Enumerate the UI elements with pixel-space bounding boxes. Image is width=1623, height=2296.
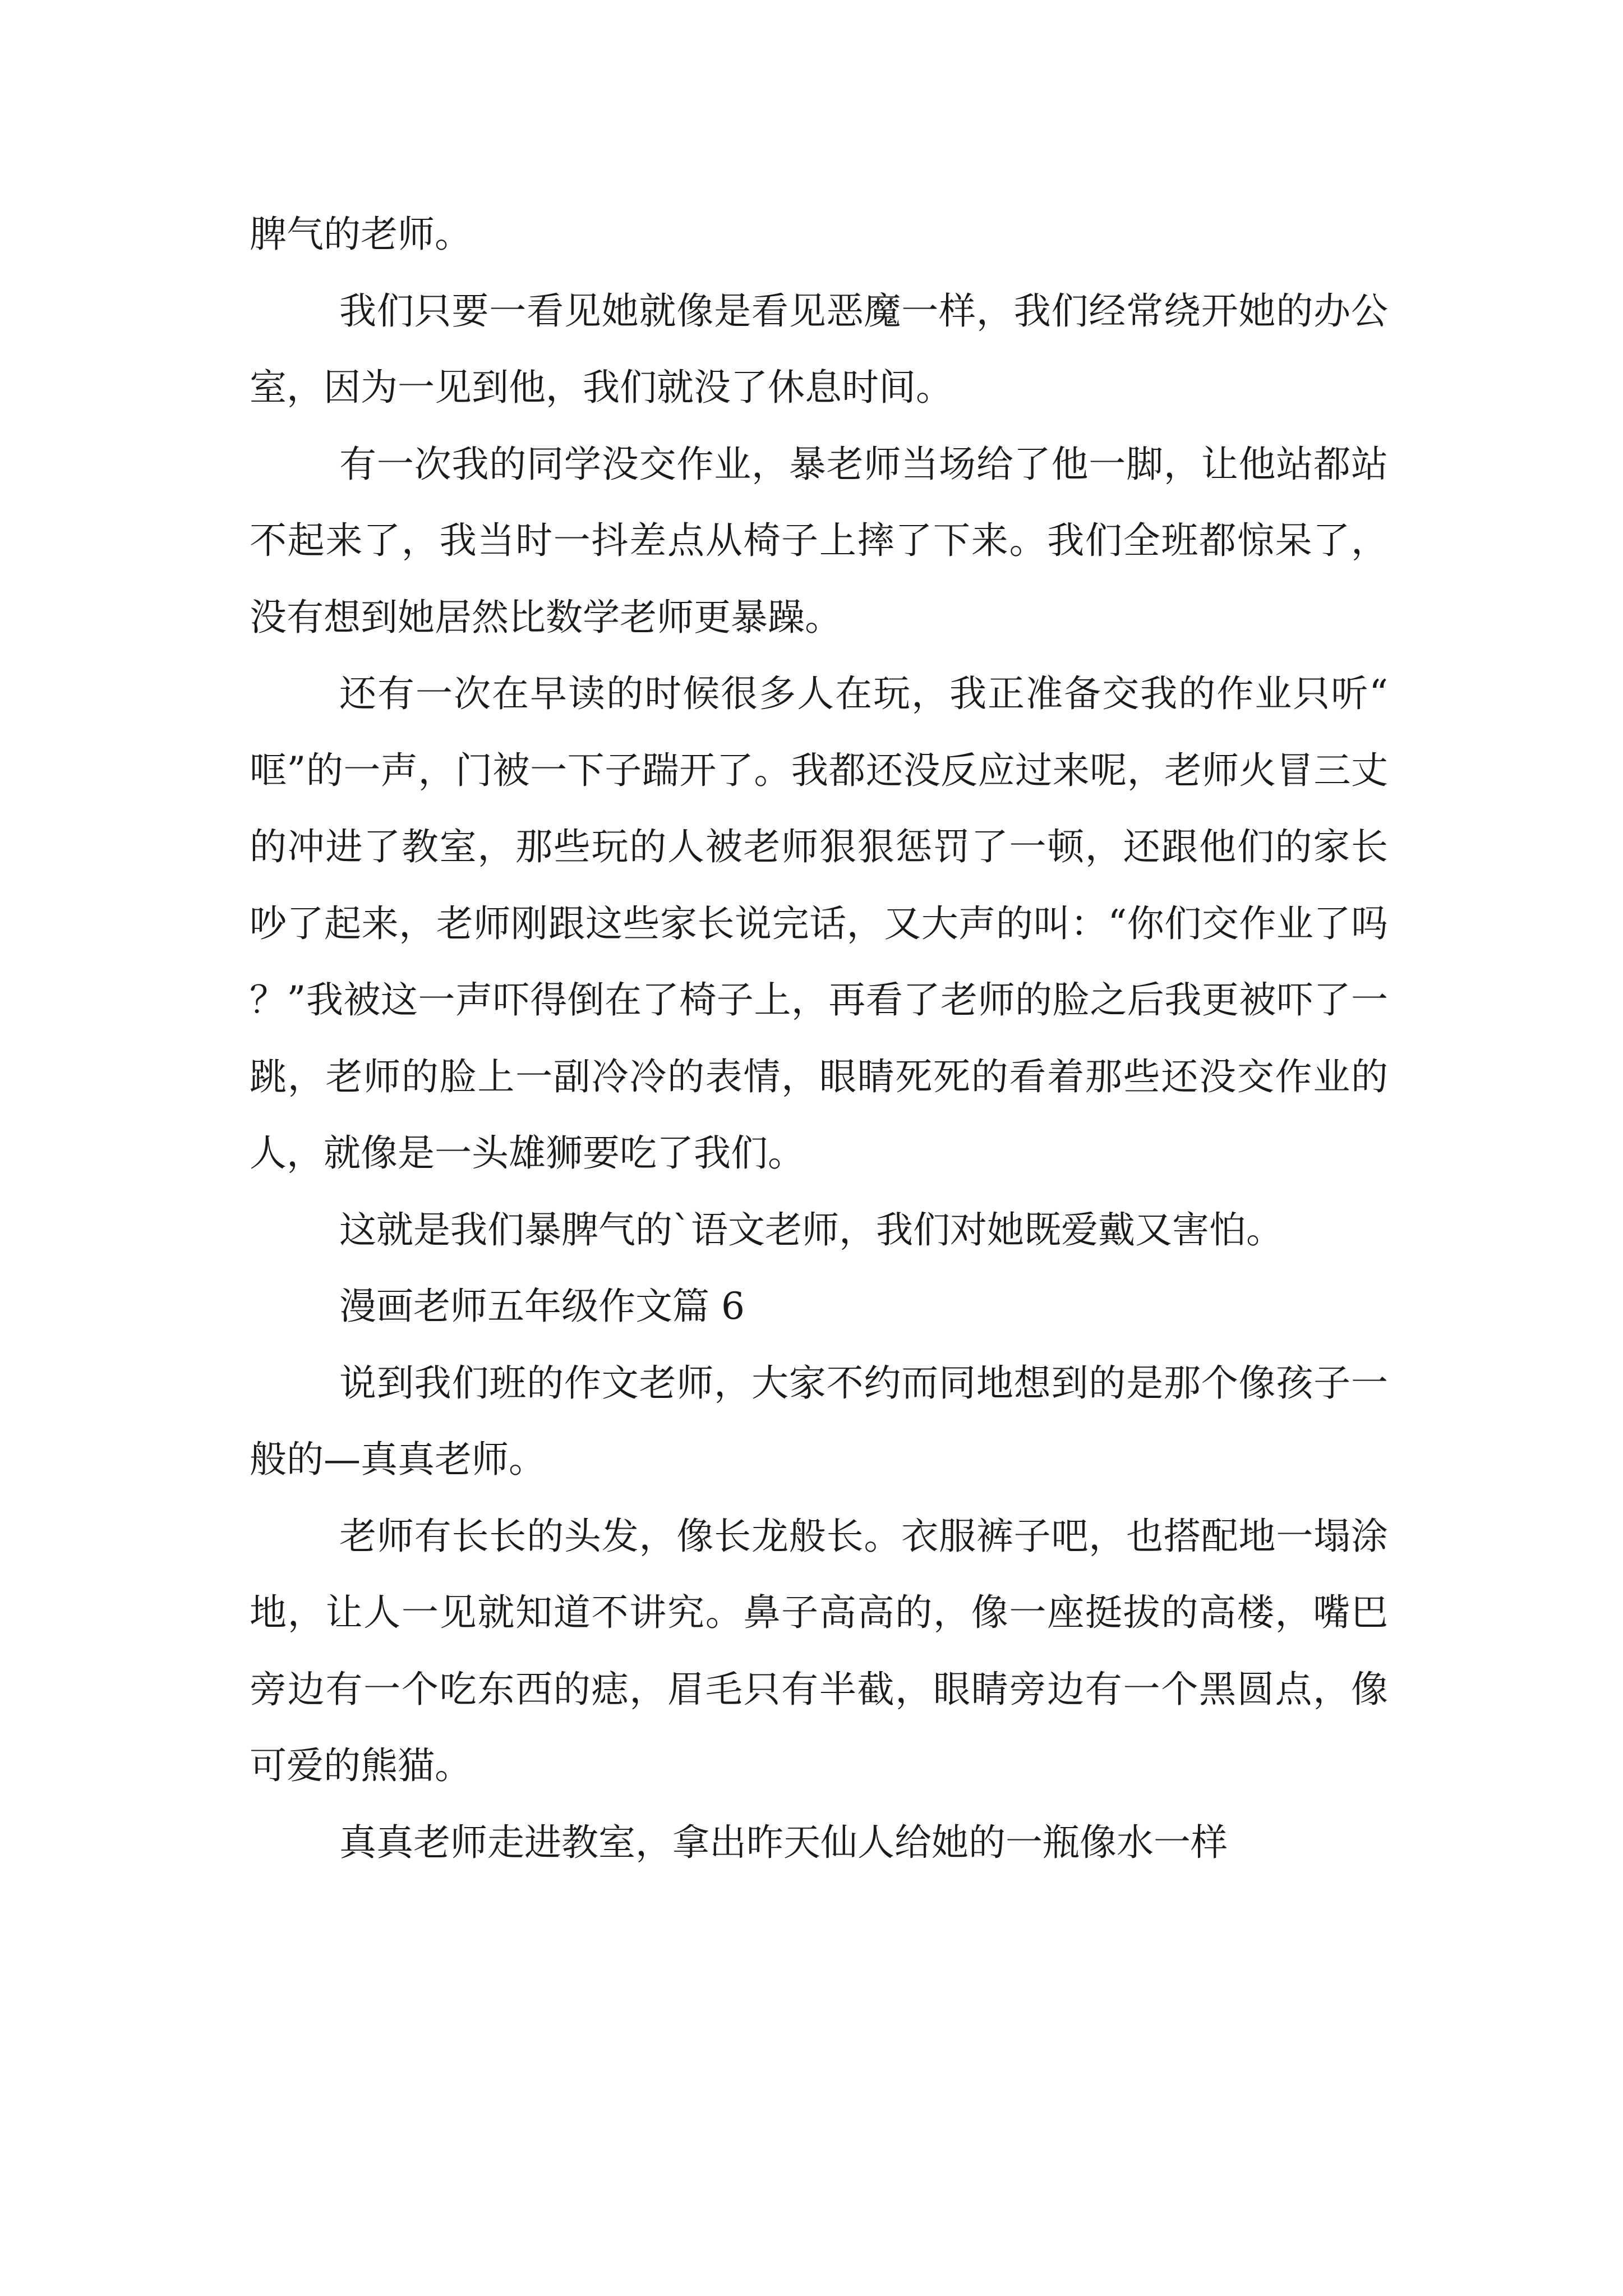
paragraph-8: 真真老师走进教室，拿出昨天仙人给她的一瓶像水一样 xyxy=(339,1820,1228,1864)
paragraph-4: 还有一次在早读的时候很多人在玩，我正准备交我的作业只听“哐”的一声，门被一下子踹开了。我都还没反应过来呢，老师火冒三丈的冲进了教室，那些玩的人被老师狠狠惩罚了一顿，还跟他们的家长吵了起来，老师刚跟这些家长说完话，又大声的叫：“你们交作业了吗？”我被这一声吓得倒在了椅子上，再看了老师的脸之后我更被吓了一跳，老师的脸上一副冷冷的表情，眼睛死死的看着那些还没交作业的人，就像是一头雄狮要吃了我们。 xyxy=(250,672,1388,1175)
paragraph-3: 有一次我的同学没交作业，暴老师当场给了他一脚，让他站都站不起来了，我当时一抖差点从椅子上摔了下来。我们全班都惊呆了，没有想到她居然比数学老师更暴躁。 xyxy=(250,442,1388,639)
document-body xyxy=(250,196,1388,1881)
paragraph-1: 脾气的老师。 xyxy=(250,213,472,256)
paragraph-6: 说到我们班的作文老师，大家不约而同地想到的是那个像孩子一般的—真真老师。 xyxy=(250,1361,1388,1481)
paragraph-2: 我们只要一看见她就像是看见恶魔一样，我们经常绕开她的办公室，因为一见到他，我们就没了休息时间。 xyxy=(250,289,1388,409)
section-heading: 漫画老师五年级作文篇 6 xyxy=(339,1285,745,1328)
paragraph-5: 这就是我们暴脾气的`语文老师，我们对她既爱戴又害怕。 xyxy=(339,1208,1283,1251)
paragraph-7: 老师有长长的头发，像长龙般长。衣服裤子吧，也搭配地一塌涂地，让人一见就知道不讲究。鼻子高高的，像一座挺拔的高楼，嘴巴旁边有一个吃东西的痣，眉毛只有半截，眼睛旁边有一个黑圆点，像可爱的熊猫。 xyxy=(250,1514,1388,1787)
